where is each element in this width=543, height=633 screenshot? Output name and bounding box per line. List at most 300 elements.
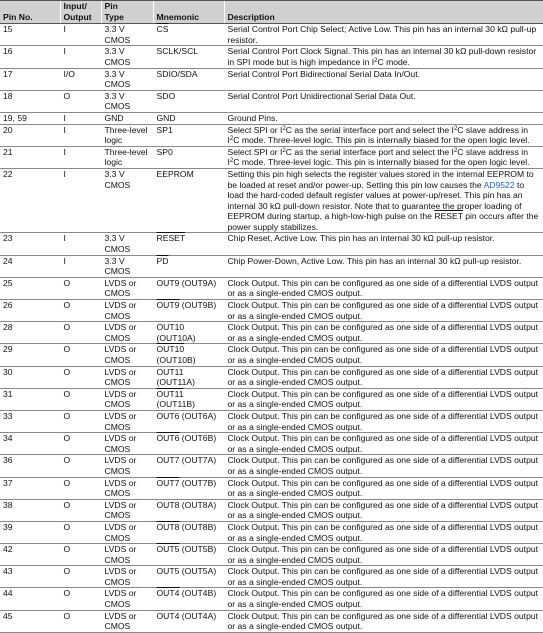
mnemonic-text: SP0: [156, 146, 173, 157]
mnemonic-overbar-text: $\overline{PD}$: [156, 255, 169, 266]
pin-type: LVDS or CMOS: [104, 544, 137, 565]
cell-input-output: [60, 499, 101, 521]
cell-input-output: [60, 344, 101, 366]
cell-pin-no: [0, 322, 60, 344]
cell-pin-type: [101, 588, 153, 610]
pin-number: 17: [3, 68, 13, 79]
cell-input-output: [60, 521, 101, 543]
description-link[interactable]: AD9522: [483, 179, 515, 190]
cell-pin-no: [0, 521, 60, 543]
io-direction: O: [63, 588, 71, 599]
io-direction: I: [63, 255, 66, 266]
cell-description: [224, 588, 543, 610]
mnemonic-overbar-text: OUT7: [156, 477, 180, 488]
mnemonic-text: OUT10 (OUT10A): [156, 322, 196, 343]
pin-type: LVDS or CMOS: [104, 344, 137, 365]
header-type-line2: Type: [104, 11, 124, 22]
pin-type: 3.3 V CMOS: [104, 68, 131, 90]
io-direction: I: [63, 46, 66, 57]
pin-number: 43: [3, 566, 13, 577]
cell-mnemonic: [153, 477, 224, 499]
pin-type: LVDS or CMOS: [104, 499, 137, 521]
cell-description: [224, 366, 543, 388]
table-row: [0, 277, 543, 299]
cell-pin-type: [101, 477, 153, 499]
header-description-label: Description: [227, 11, 275, 22]
pin-number: 23: [3, 233, 13, 244]
io-direction: I: [63, 168, 66, 179]
table-row: [0, 477, 543, 499]
cell-description: [224, 344, 543, 366]
cell-pin-type: [101, 24, 153, 46]
description-text: Clock Output. This pin can be configured as one side of a differential LVDS output or as a single-ended CMOS output.: [227, 544, 539, 565]
mnemonic-text: SDIO/SDA: [156, 68, 198, 79]
table-row: [0, 344, 543, 366]
cell-mnemonic: [153, 544, 224, 566]
description-text: C mode. Three-level logic. This pin is internally biased for the open logic level.: [233, 135, 530, 146]
pin-type: LVDS or CMOS: [104, 277, 137, 299]
io-direction: O: [63, 455, 71, 466]
table-row: [0, 68, 543, 90]
io-direction: O: [63, 521, 71, 532]
cell-input-output: [60, 433, 101, 455]
cell-input-output: [60, 610, 101, 632]
table-row: [0, 46, 543, 68]
table-row: [0, 366, 543, 388]
cell-input-output: [60, 233, 101, 255]
pin-number: 25: [3, 277, 13, 288]
pin-type: LVDS or CMOS: [104, 300, 137, 321]
table-row: [0, 610, 543, 632]
cell-mnemonic: [153, 366, 224, 388]
description-superscript: 2: [374, 57, 378, 64]
cell-mnemonic: [153, 277, 224, 299]
header-pin-no: [0, 1, 60, 24]
header-pin-type: [101, 1, 153, 24]
io-direction: I: [63, 112, 66, 123]
mnemonic-text: (OUT10B): [156, 355, 196, 365]
description-text: Serial Control Port Clock Signal. This pin has an internal 30 kΩ pull-down resistor in SPI mode but is high impedance in I: [227, 46, 537, 67]
pin-type: 3.3 V CMOS: [104, 90, 131, 112]
cell-description: [224, 388, 543, 410]
cell-input-output: [60, 588, 101, 610]
io-direction: O: [63, 499, 71, 510]
cell-pin-type: [101, 68, 153, 90]
cell-description: [224, 455, 543, 477]
description-superscript: 2: [453, 147, 458, 154]
cell-input-output: [60, 46, 101, 68]
mnemonic-overbar-text: OUT11: [156, 388, 184, 399]
cell-description: [224, 566, 543, 588]
pin-type: LVDS or CMOS: [104, 388, 137, 410]
description-text: to load the hard-coded default register values at power-up/reset. This pin has an internal 30 kΩ pull-down resistor. Note that to guarantee the proper loading of EEPROM during startup, a high-low-high pulse on the: [227, 179, 525, 222]
cell-mnemonic: [153, 255, 224, 277]
table-body: [0, 24, 543, 633]
mnemonic-text: (OUT9B): [179, 300, 217, 311]
mnemonic-overbar-text: RESET: [156, 233, 186, 244]
io-direction: O: [63, 610, 71, 621]
description-text: Clock Output. This pin can be configured as one side of a differential LVDS output or as a single-ended CMOS output.: [227, 410, 539, 432]
pin-number: 36: [3, 455, 13, 466]
cell-pin-type: [101, 566, 153, 588]
cell-pin-no: [0, 499, 60, 521]
pin-number: 38: [3, 499, 13, 510]
io-direction: O: [63, 366, 71, 377]
table-row: [0, 521, 543, 543]
mnemonic-overbar-text: OUT8: [156, 521, 180, 532]
mnemonic-text: (OUT11B): [156, 399, 196, 410]
header-io-line1: Input/: [63, 1, 87, 11]
pin-type: LVDS or CMOS: [104, 566, 137, 587]
mnemonic-text: SDO: [156, 90, 176, 101]
pin-type: LVDS or CMOS: [104, 322, 137, 343]
mnemonic-text: OUT5 (OUT5A): [156, 566, 217, 577]
description-text: Serial Control Port Chip Select; Active Low. This pin has an internal 30 kΩ pull-up resistor.: [227, 24, 537, 45]
cell-description: [224, 168, 543, 233]
mnemonic-overbar-text: OUT5: [156, 544, 180, 555]
table-row: [0, 124, 543, 146]
cell-pin-type: [101, 499, 153, 521]
cell-pin-type: [101, 410, 153, 432]
cell-pin-no: [0, 233, 60, 255]
table-header: [0, 1, 543, 24]
description-text: Clock Output. This pin can be configured as one side of a differential LVDS output or as a single-ended CMOS output.: [227, 300, 539, 321]
mnemonic-text: OUT8 (OUT8A): [156, 499, 217, 510]
cell-pin-no: [0, 124, 60, 146]
description-text: Clock Output. This pin can be configured as one side of a differential LVDS output or as a single-ended CMOS output.: [227, 610, 539, 632]
io-direction: I: [63, 233, 66, 244]
description-text: Clock Output. This pin can be configured as one side of a differential LVDS output or as a single-ended CMOS output.: [227, 433, 539, 454]
io-direction: O: [63, 566, 71, 577]
cell-input-output: [60, 277, 101, 299]
io-direction: O: [63, 90, 71, 101]
cell-pin-type: [101, 233, 153, 255]
cell-pin-type: [101, 255, 153, 277]
pin-number: 19, 59: [3, 112, 27, 123]
io-direction: O: [63, 344, 71, 355]
cell-mnemonic: [153, 410, 224, 432]
cell-input-output: [60, 455, 101, 477]
description-text: Clock Output. This pin can be configured as one side of a differential LVDS output or as a single-ended CMOS output.: [227, 588, 539, 610]
cell-description: [224, 322, 543, 344]
cell-input-output: [60, 90, 101, 112]
cell-description: [224, 610, 543, 632]
table-row: [0, 410, 543, 432]
mnemonic-overbar-text: $\overline{CS}$: [156, 24, 169, 35]
mnemonic-text: (OUT7B): [179, 477, 217, 488]
cell-mnemonic: [153, 90, 224, 112]
pin-number: 45: [3, 610, 13, 621]
header-input-output: [60, 1, 101, 24]
io-direction: I/O: [63, 68, 75, 79]
cell-pin-no: [0, 610, 60, 632]
header-description: [224, 1, 543, 24]
cell-input-output: [60, 112, 101, 124]
table-row: [0, 566, 543, 588]
cell-mnemonic: [153, 455, 224, 477]
mnemonic-text: GND: [156, 112, 176, 123]
cell-mnemonic: [153, 146, 224, 168]
cell-input-output: [60, 322, 101, 344]
cell-description: [224, 544, 543, 566]
cell-pin-type: [101, 277, 153, 299]
mnemonic-text: OUT4 (OUT4A): [156, 610, 217, 621]
pin-type: LVDS or CMOS: [104, 433, 137, 454]
cell-pin-no: [0, 46, 60, 68]
mnemonic-text: SP1: [156, 124, 173, 135]
table-row: [0, 499, 543, 521]
cell-pin-no: [0, 477, 60, 499]
pin-type: LVDS or CMOS: [104, 366, 137, 388]
header-pin-no-label: Pin No.: [3, 11, 33, 22]
description-superscript: 2: [282, 125, 286, 132]
pin-number: 37: [3, 477, 13, 488]
cell-mnemonic: [153, 168, 224, 233]
cell-pin-type: [101, 90, 153, 112]
pin-number: 29: [3, 344, 13, 355]
cell-mnemonic: [153, 322, 224, 344]
pin-type: Three-level logic: [104, 124, 148, 146]
pin-type: LVDS or CMOS: [104, 455, 137, 476]
cell-pin-type: [101, 388, 153, 410]
cell-pin-type: [101, 322, 153, 344]
cell-description: [224, 112, 543, 124]
cell-mnemonic: [153, 46, 224, 68]
description-text: pin occurs after the power supply stabilizes.: [227, 211, 539, 232]
pin-type: LVDS or CMOS: [104, 410, 137, 432]
pin-number: 30: [3, 366, 13, 377]
pin-type: 3.3 V CMOS: [104, 168, 131, 190]
description-text: Clock Output. This pin can be configured as one side of a differential LVDS output or as a single-ended CMOS output.: [227, 344, 539, 365]
pin-type: Three-level logic: [104, 146, 148, 168]
io-direction: O: [63, 322, 71, 333]
cell-description: [224, 233, 543, 255]
io-direction: O: [63, 477, 71, 488]
mnemonic-text: (OUT5B): [179, 544, 217, 555]
cell-mnemonic: [153, 388, 224, 410]
cell-input-output: [60, 255, 101, 277]
pin-number: 44: [3, 588, 13, 599]
cell-pin-no: [0, 146, 60, 168]
pin-number: 20: [3, 124, 13, 135]
mnemonic-text: OUT7 (OUT7A): [156, 455, 217, 466]
cell-pin-type: [101, 344, 153, 366]
cell-description: [224, 124, 543, 146]
pin-number: 33: [3, 410, 13, 421]
mnemonic-text: (OUT6B): [179, 433, 217, 444]
description-superscript: 2: [282, 147, 286, 154]
cell-mnemonic: [153, 566, 224, 588]
cell-input-output: [60, 68, 101, 90]
cell-pin-no: [0, 255, 60, 277]
description-text: C as the serial interface port and select the I: [285, 146, 454, 157]
pin-number: 24: [3, 255, 13, 266]
cell-pin-type: [101, 46, 153, 68]
pin-type: LVDS or CMOS: [104, 610, 137, 632]
pin-number: 34: [3, 433, 13, 444]
table-row: [0, 90, 543, 112]
cell-pin-type: [101, 433, 153, 455]
pin-type: LVDS or CMOS: [104, 588, 137, 610]
cell-description: [224, 521, 543, 543]
cell-pin-type: [101, 168, 153, 233]
pin-type: LVDS or CMOS: [104, 477, 137, 499]
cell-mnemonic: [153, 433, 224, 455]
description-text: Clock Output. This pin can be configured as one side of a differential LVDS output or as a single-ended CMOS output.: [227, 521, 539, 543]
cell-input-output: [60, 388, 101, 410]
cell-mnemonic: [153, 24, 224, 46]
description-text: C slave address in I: [227, 146, 528, 168]
description-text: Chip Power-Down, Active Low. This pin has an internal 30 kΩ pull-up resistor.: [227, 255, 522, 266]
table-row: [0, 544, 543, 566]
description-text: Clock Output. This pin can be configured as one side of a differential LVDS output or as a single-ended CMOS output.: [227, 566, 539, 587]
mnemonic-text: (OUT8B): [179, 521, 217, 532]
cell-mnemonic: [153, 68, 224, 90]
cell-pin-no: [0, 277, 60, 299]
cell-description: [224, 24, 543, 46]
io-direction: O: [63, 388, 71, 399]
cell-pin-no: [0, 433, 60, 455]
cell-description: [224, 90, 543, 112]
description-text: Ground Pins.: [227, 112, 278, 123]
mnemonic-overbar-text: OUT10: [156, 344, 185, 355]
description-text: Clock Output. This pin can be configured as one side of a differential LVDS output or as a single-ended CMOS output.: [227, 366, 539, 388]
pin-number: 16: [3, 46, 13, 57]
table-row: [0, 146, 543, 168]
cell-pin-type: [101, 124, 153, 146]
pin-type: 3.3 V CMOS: [104, 233, 131, 255]
table-row: [0, 300, 543, 322]
description-text: Clock Output. This pin can be configured as one side of a differential LVDS output or as a single-ended CMOS output.: [227, 499, 539, 521]
cell-pin-no: [0, 168, 60, 233]
io-direction: O: [63, 544, 71, 555]
description-superscript: 2: [229, 158, 234, 165]
description-text: C mode.: [377, 56, 410, 67]
description-text: Setting this pin high selects the register values stored in the internal EEPROM to be loaded at reset and/or power-up. Setting this pin low causes the: [227, 168, 534, 190]
cell-input-output: [60, 410, 101, 432]
cell-description: [224, 410, 543, 432]
cell-pin-type: [101, 544, 153, 566]
pin-type: GND: [104, 112, 124, 123]
cell-input-output: [60, 544, 101, 566]
cell-pin-no: [0, 344, 60, 366]
pin-number: 22: [3, 168, 13, 179]
cell-pin-type: [101, 112, 153, 124]
mnemonic-text: OUT9 (OUT9A): [156, 277, 217, 288]
cell-pin-no: [0, 68, 60, 90]
cell-mnemonic: [153, 499, 224, 521]
cell-mnemonic: [153, 300, 224, 322]
cell-description: [224, 277, 543, 299]
io-direction: I: [63, 24, 66, 35]
cell-description: [224, 300, 543, 322]
cell-mnemonic: [153, 112, 224, 124]
table-row: [0, 112, 543, 124]
header-type-line1: Pin: [104, 1, 118, 11]
table-row: [0, 588, 543, 610]
description-text: Select SPI or I: [227, 146, 283, 157]
mnemonic-overbar-text: OUT9: [156, 300, 180, 311]
table-row: [0, 24, 543, 46]
cell-mnemonic: [153, 233, 224, 255]
mnemonic-text: EEPROM: [156, 168, 194, 179]
cell-input-output: [60, 24, 101, 46]
cell-pin-no: [0, 112, 60, 124]
io-direction: O: [63, 277, 71, 288]
pin-number: 31: [3, 388, 13, 399]
cell-input-output: [60, 300, 101, 322]
cell-input-output: [60, 146, 101, 168]
cell-input-output: [60, 124, 101, 146]
description-text: Serial Control Port Unidirectional Serial Data Out.: [227, 90, 416, 101]
description-text: C slave address in I: [227, 124, 528, 146]
mnemonic-text: OUT11 (OUT11A): [156, 366, 196, 388]
cell-pin-no: [0, 388, 60, 410]
cell-description: [224, 68, 543, 90]
cell-input-output: [60, 477, 101, 499]
cell-input-output: [60, 168, 101, 233]
description-superscript: 2: [453, 125, 458, 132]
description-text: Serial Control Port Bidirectional Serial Data In/Out.: [227, 68, 420, 79]
cell-description: [224, 433, 543, 455]
pin-number: 15: [3, 24, 13, 35]
cell-description: [224, 255, 543, 277]
description-overbar-text: RESET: [434, 211, 463, 222]
cell-mnemonic: [153, 588, 224, 610]
io-direction: O: [63, 410, 71, 421]
cell-description: [224, 46, 543, 68]
description-text: Clock Output. This pin can be configured as one side of a differential LVDS output or as a single-ended CMOS output.: [227, 277, 539, 299]
cell-description: [224, 146, 543, 168]
pin-number: 28: [3, 322, 13, 333]
cell-pin-type: [101, 146, 153, 168]
io-direction: O: [63, 433, 71, 444]
cell-pin-no: [0, 455, 60, 477]
table-row: [0, 233, 543, 255]
io-direction: I: [63, 146, 66, 157]
pin-number: 42: [3, 544, 13, 555]
cell-pin-no: [0, 410, 60, 432]
pin-type: 3.3 V CMOS: [104, 24, 131, 45]
cell-mnemonic: [153, 124, 224, 146]
cell-pin-type: [101, 610, 153, 632]
header-mnemonic: [153, 1, 224, 24]
header-io-line2: Output: [63, 11, 92, 22]
cell-pin-no: [0, 588, 60, 610]
io-direction: I: [63, 124, 66, 135]
pin-type: 3.3 V CMOS: [104, 46, 131, 67]
cell-pin-type: [101, 300, 153, 322]
description-text: Clock Output. This pin can be configured as one side of a differential LVDS output or as a single-ended CMOS output.: [227, 455, 539, 476]
table-row: [0, 255, 543, 277]
description-text: Clock Output. This pin can be configured as one side of a differential LVDS output or as a single-ended CMOS output.: [227, 388, 539, 410]
cell-pin-no: [0, 544, 60, 566]
cell-description: [224, 477, 543, 499]
cell-pin-no: [0, 366, 60, 388]
mnemonic-text: (OUT4B): [179, 588, 217, 599]
description-text: Clock Output. This pin can be configured as one side of a differential LVDS output or as a single-ended CMOS output.: [227, 477, 539, 499]
mnemonic-overbar-text: OUT6: [156, 433, 180, 444]
mnemonic-text: OUT6 (OUT6A): [156, 410, 217, 421]
header-mnemonic-label: Mnemonic: [156, 11, 199, 22]
cell-pin-no: [0, 90, 60, 112]
cell-description: [224, 499, 543, 521]
mnemonic-overbar-text: OUT4: [156, 588, 180, 599]
cell-input-output: [60, 566, 101, 588]
description-superscript: 2: [229, 136, 234, 143]
cell-pin-no: [0, 24, 60, 46]
io-direction: O: [63, 300, 71, 311]
